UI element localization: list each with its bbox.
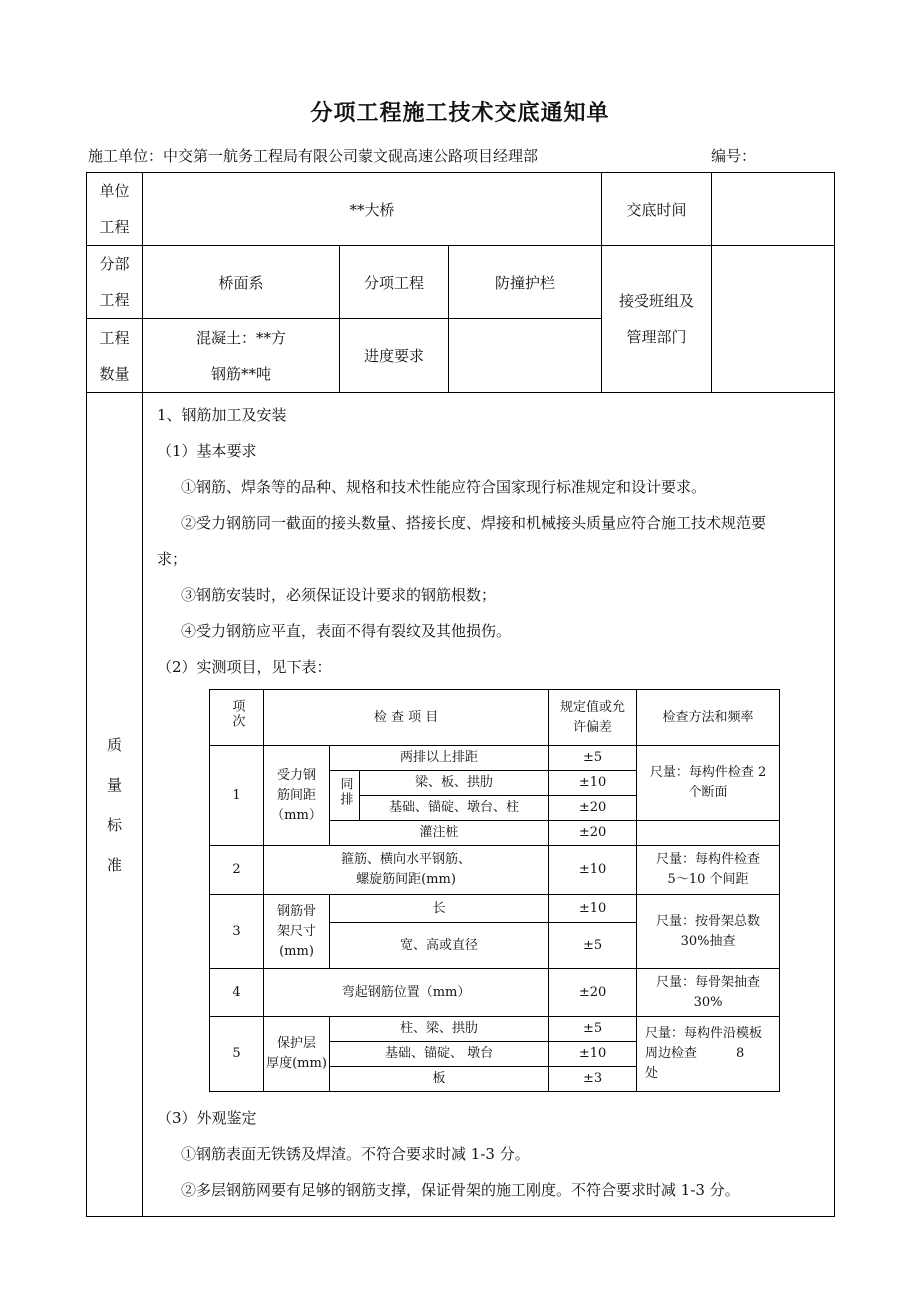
quality-content bbox=[143, 393, 835, 1217]
row-no: 5 bbox=[210, 1017, 264, 1092]
sub-item: 基础、锚碇、 墩台 bbox=[330, 1042, 549, 1067]
quantity-label: 工程 数量 bbox=[87, 319, 143, 393]
row-item: 箍筋、横向水平钢筋、 螺旋筋间距(mm) bbox=[264, 846, 549, 895]
header-tolerance: 规定值或允 许偏差 bbox=[549, 690, 637, 746]
unit-project-label: 单位 工程 bbox=[87, 173, 143, 246]
quantity-value: 混凝土：**方 钢筋**吨 bbox=[143, 319, 340, 393]
unit-project-value: **大桥 bbox=[143, 173, 602, 246]
sub-item: 梁、板、拱肋 bbox=[360, 771, 549, 796]
tolerance: ±20 bbox=[549, 821, 637, 846]
tolerance: ±10 bbox=[549, 1042, 637, 1067]
tolerance: ±5 bbox=[549, 1017, 637, 1042]
sub-item: 灌注桩 bbox=[330, 821, 549, 846]
page-title: 分项工程施工技术交底通知单 bbox=[310, 100, 610, 126]
row-no: 1 bbox=[210, 746, 264, 846]
tolerance: ±10 bbox=[549, 846, 637, 895]
division-label: 分部 工程 bbox=[87, 246, 143, 319]
number-label: 编号： bbox=[711, 147, 757, 165]
row-name: 钢筋骨 架尺寸 (mm) bbox=[264, 895, 330, 969]
sub-item: 基础、锚碇、墩台、柱 bbox=[360, 796, 549, 821]
appearance-item: ②多层钢筋网要有足够的钢筋支撑，保证骨架的施工刚度。不符合要求时减 1-3 分。 bbox=[181, 1181, 740, 1199]
tolerance: ±5 bbox=[549, 746, 637, 771]
inspection-table bbox=[209, 689, 780, 1092]
construction-unit: 施工单位：中交第一航务工程局有限公司蒙文砚高速公路项目经理部 bbox=[88, 147, 539, 165]
subsection-heading: （3）外观鉴定 bbox=[157, 1109, 257, 1127]
row-no: 2 bbox=[210, 846, 264, 895]
same-row-label: 同排 bbox=[330, 771, 360, 821]
division-value: 桥面系 bbox=[143, 246, 340, 319]
tolerance: ±20 bbox=[549, 796, 637, 821]
section-heading: 1、钢筋加工及安装 bbox=[157, 406, 287, 424]
quality-standard-label: 质 量 标 准 bbox=[87, 393, 143, 1217]
requirement-item: ②受力钢筋同一截面的接头数量、搭接长度、焊接和机械接头质量应符合施工技术规范要 bbox=[181, 514, 767, 532]
header-item: 检 查 项 目 bbox=[264, 690, 549, 746]
method: 尺量：每骨架抽查 30% bbox=[637, 969, 780, 1017]
handover-time-label: 交底时间 bbox=[602, 173, 712, 246]
subsection-heading: （1）基本要求 bbox=[157, 442, 257, 460]
progress-label: 进度要求 bbox=[340, 319, 449, 393]
tolerance: ±20 bbox=[549, 969, 637, 1017]
method: 尺量：每构件检查 5～10 个间距 bbox=[637, 846, 780, 895]
sub-item: 板 bbox=[330, 1067, 549, 1092]
tolerance: ±10 bbox=[549, 895, 637, 923]
requirement-item: ④受力钢筋应平直，表面不得有裂纹及其他损伤。 bbox=[181, 622, 512, 640]
subitem-value: 防撞护栏 bbox=[449, 246, 602, 319]
row-no: 3 bbox=[210, 895, 264, 969]
header-no: 项次 bbox=[210, 690, 264, 746]
requirement-item-cont: 求； bbox=[157, 550, 188, 568]
sub-item: 柱、梁、拱肋 bbox=[330, 1017, 549, 1042]
requirement-item: ①钢筋、焊条等的品种、规格和技术性能应符合国家现行标准规定和设计要求。 bbox=[181, 478, 707, 496]
handover-time-value bbox=[712, 173, 835, 246]
tolerance: ±5 bbox=[549, 923, 637, 969]
method: 尺量：每构件沿模板 周边检查 8 处 bbox=[637, 1017, 780, 1092]
receiver-label: 接受班组及 管理部门 bbox=[602, 246, 712, 393]
method: 尺量：每构件检查 2 个断面 bbox=[637, 746, 780, 821]
progress-value bbox=[449, 319, 602, 393]
sub-item: 宽、高或直径 bbox=[330, 923, 549, 969]
row-name: 受力钢 筋间距 （mm） bbox=[264, 746, 330, 846]
receiver-value bbox=[712, 246, 835, 393]
tolerance: ±3 bbox=[549, 1067, 637, 1092]
row-name: 保护层 厚度(mm) bbox=[264, 1017, 330, 1092]
header-method: 检查方法和频率 bbox=[637, 690, 780, 746]
notice-table bbox=[86, 172, 835, 1217]
requirement-item: ③钢筋安装时，必须保证设计要求的钢筋根数； bbox=[181, 586, 497, 604]
method-empty bbox=[637, 821, 780, 846]
subitem-label: 分项工程 bbox=[340, 246, 449, 319]
row-no: 4 bbox=[210, 969, 264, 1017]
sub-item: 两排以上排距 bbox=[330, 746, 549, 771]
row-item: 弯起钢筋位置（mm） bbox=[264, 969, 549, 1017]
sub-item: 长 bbox=[330, 895, 549, 923]
tolerance: ±10 bbox=[549, 771, 637, 796]
method: 尺量：按骨架总数 30%抽查 bbox=[637, 895, 780, 969]
appearance-item: ①钢筋表面无铁锈及焊渣。不符合要求时减 1-3 分。 bbox=[181, 1145, 530, 1163]
subsection-heading: （2）实测项目，见下表： bbox=[157, 658, 332, 676]
